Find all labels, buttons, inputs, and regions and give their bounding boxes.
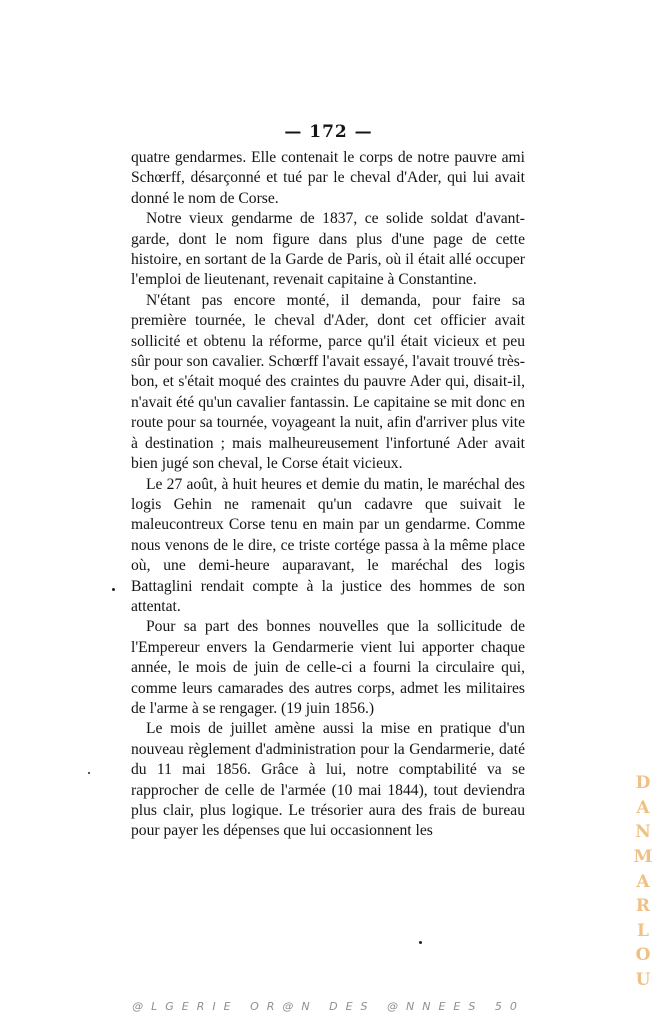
paragraph-2: Notre vieux gendarme de 1837, ce solide soldat d'avant-garde, dont le nom figure dans plus d'une page de cette histoire, en sortant de la Garde de Paris, où il était allé occuper l'emploi de lieutenant, revenait capitaine à Constantine. <box>131 210 525 289</box>
watermark-vertical <box>630 774 656 989</box>
paragraph-1: quatre gendarmes. Elle contenait le corps de notre pauvre ami Schœrff, désarçonné et tué par le cheval d'Ader, qui lui avait donné le nom de Corse. <box>131 149 525 207</box>
paragraph-4: Le 27 août, à huit heures et demie du matin, le maréchal des logis Gehin ne ramenait qu'un cadavre que suivait le maleucontreux Corse tenu en main par un gendarme. Comme nous venons de le dire, ce triste cortége passa à la même place où, une demi-heure auparavant, le maréchal des logis Battaglini rendait compte à la justice des hommes de son attentat. <box>131 475 525 615</box>
watermark-letter: L <box>637 920 649 941</box>
watermark-letter: O <box>635 945 651 966</box>
margin-speck <box>419 941 422 944</box>
paragraph-5: Pour sa part des bonnes nouvelles que la sollicitude de l'Empereur envers la Gendarmerie vient lui apporter chaque année, le mois de juin de celle-ci a fourni la circulaire qui, comme leurs camarades des autres corps, admet les militaires de l'arme à se rengager. (19 juin 1856.) <box>131 618 525 717</box>
margin-speck <box>112 588 115 591</box>
watermark-letter: M <box>633 846 653 867</box>
paragraph-3: N'étant pas encore monté, il demanda, pour faire sa première tournée, le cheval d'Ader, dont cet officier avait sollicité et obtenu la réforme, parce qu'il était vicieux et peu sûr pour son cavalier. Schœrff l'avait essayé, l'avait trouvé très-bon, et s'était moqué des craintes du pauvre Ader qui, disait-il, n'avait été qu'un cavalier fantassin. Le capitaine se mit donc en route pour sa tournée, voyageant la nuit, afin d'arriver plus vite à destination ; mais malheureusement l'infortuné Ader avait bien jugé son cheval, le Corse était vicieux. <box>131 291 525 473</box>
watermark-letter: A <box>636 797 650 818</box>
watermark-letter: N <box>635 822 651 843</box>
watermark-letter: U <box>635 970 651 990</box>
watermark-letter: A <box>636 871 650 892</box>
watermark-letter: D <box>635 773 651 793</box>
watermark-letter: R <box>635 896 651 917</box>
margin-speck <box>88 772 90 774</box>
paragraph-6: Le mois de juillet amène aussi la mise en pratique d'un nouveau règlement d'administration pour la Gendarmerie, daté du 11 mai 1856. Grâce à lui, notre comptabilité va se rapprocher de celle de l'armée (10 mai 1844), tout deviendra plus clair, plus logique. Le trésorier aura des frais de bureau pour payer les dépenses que lui occasionnent les <box>131 720 525 840</box>
body-text <box>131 148 525 842</box>
page-number: — 172 — <box>284 122 373 142</box>
footer-banner: @LGERIE OR@N DES @NNEES 50 <box>132 1000 525 1013</box>
